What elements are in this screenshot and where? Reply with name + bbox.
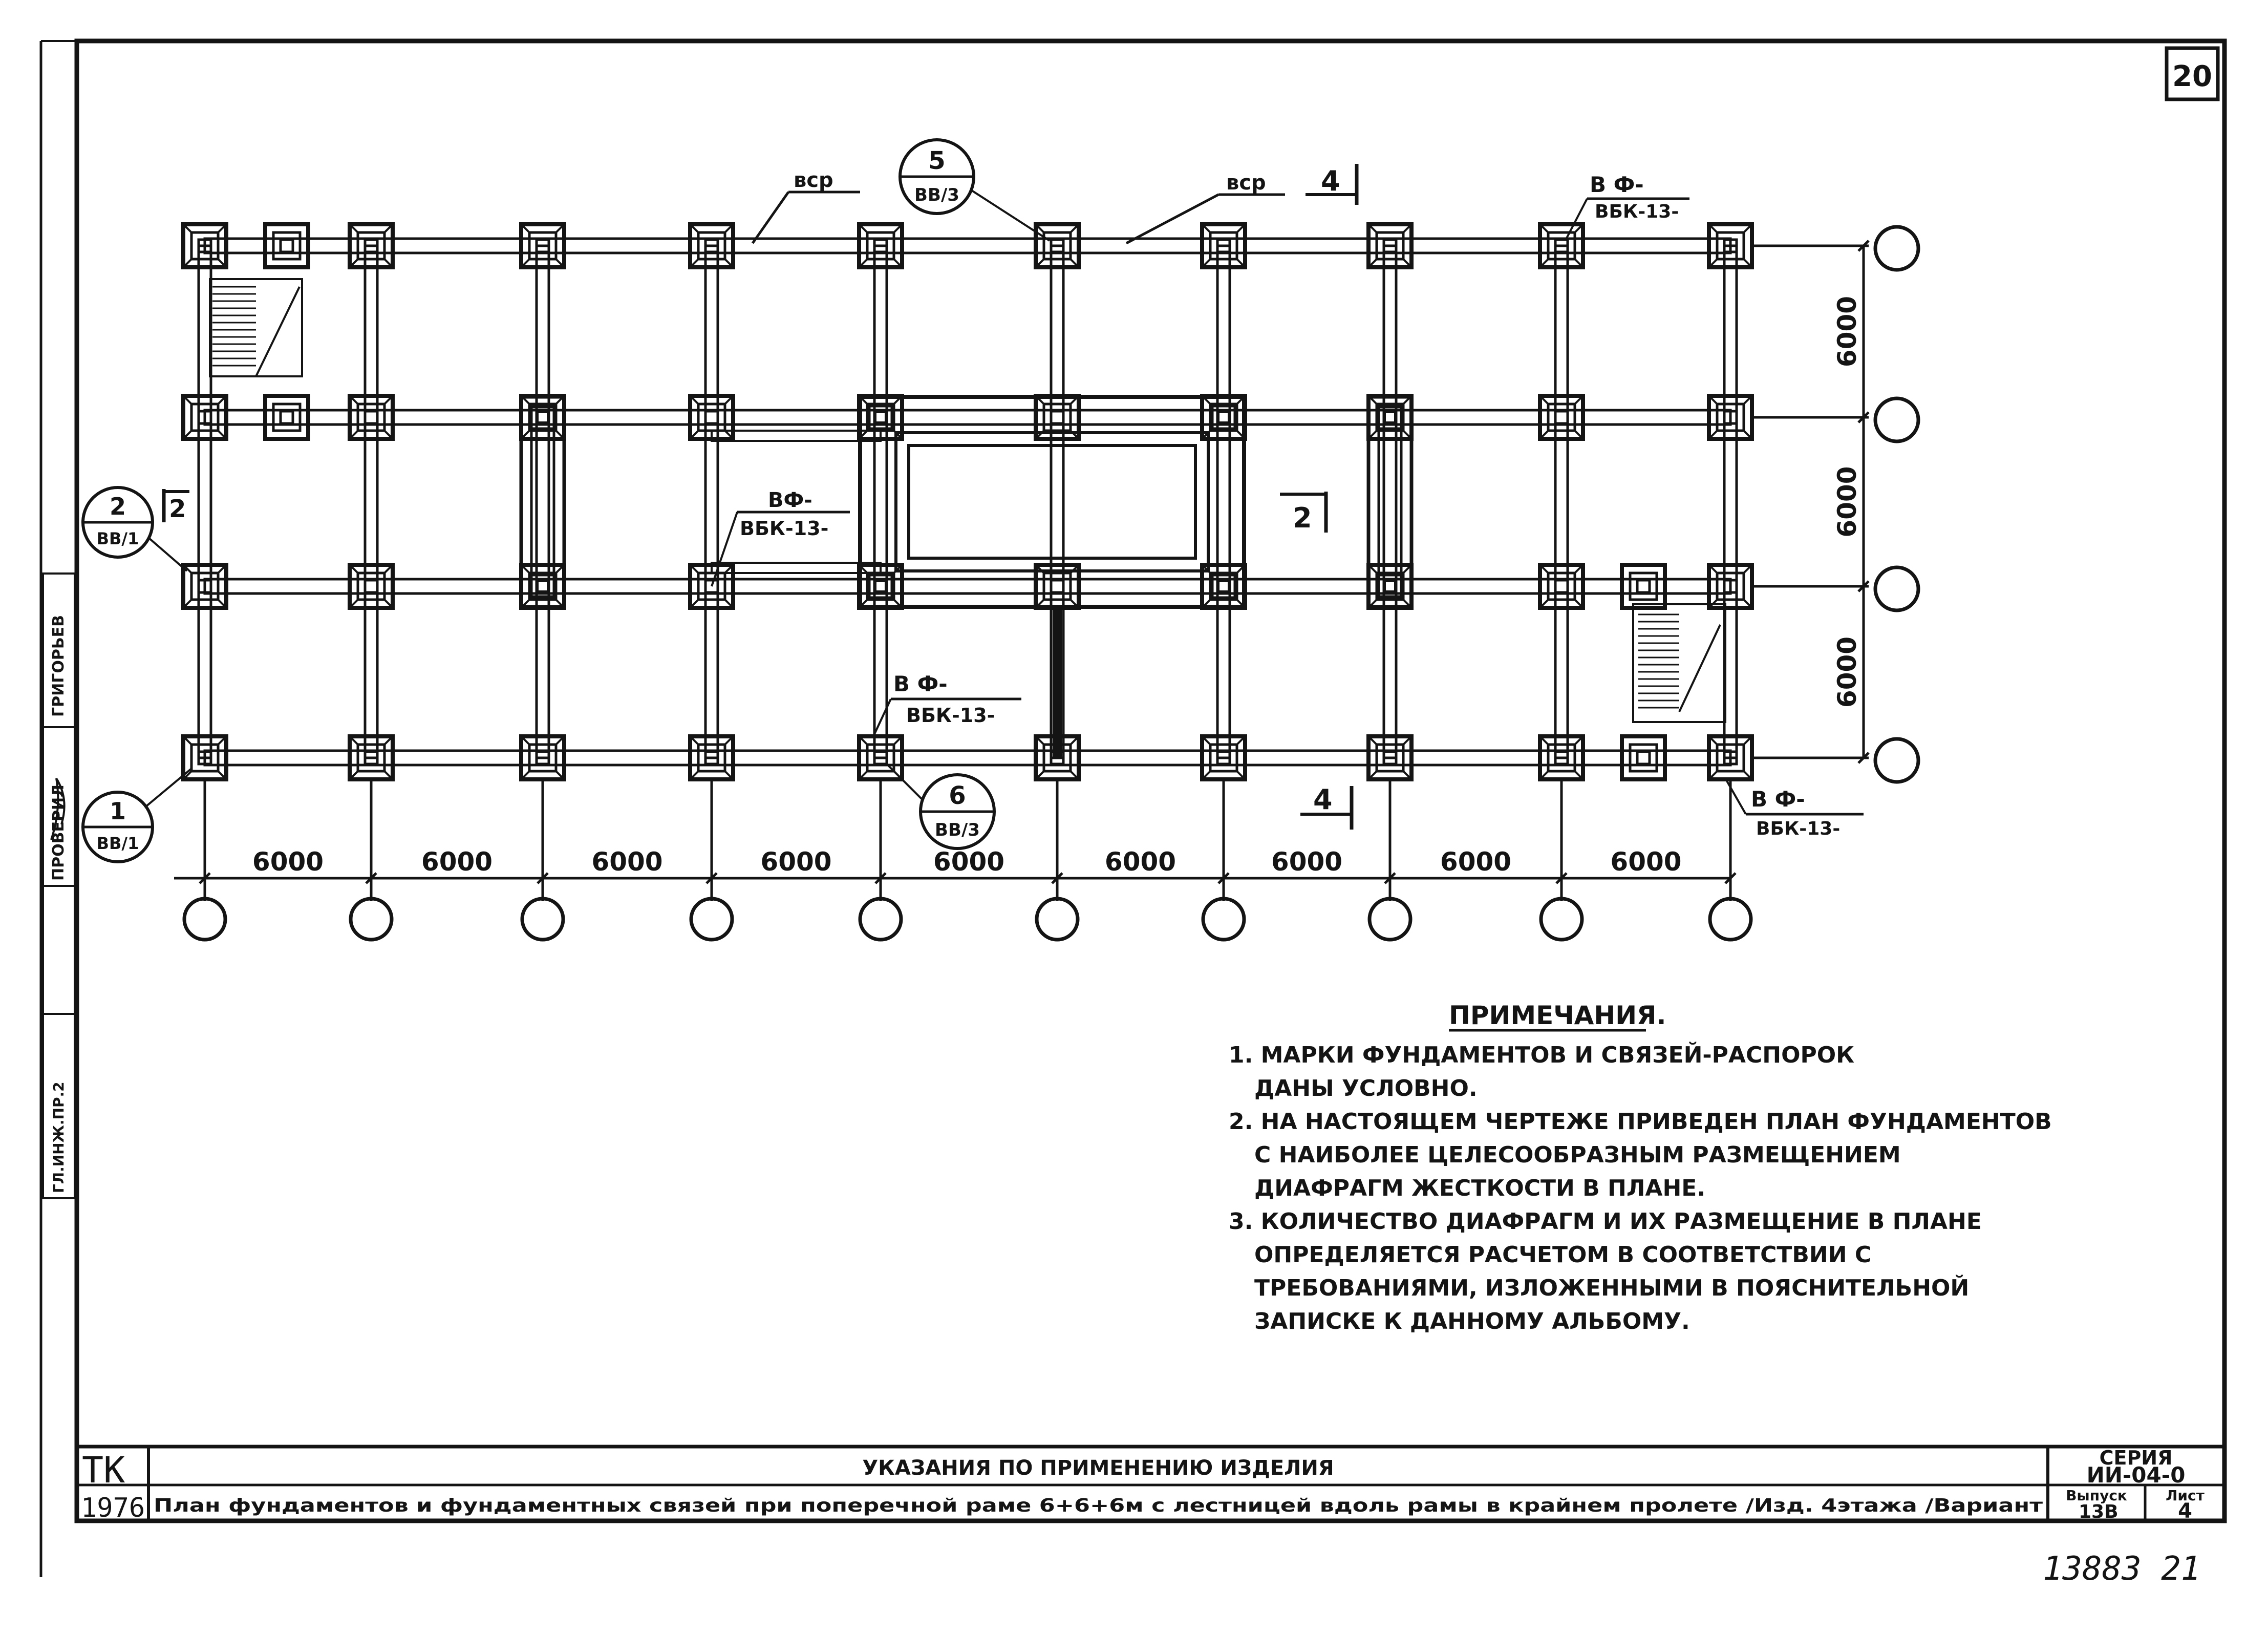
diaphragm-wall-inner-2 (1379, 407, 1401, 597)
foundation-pad (1622, 565, 1665, 608)
callout-6-ref: ВВ/3 (935, 820, 980, 840)
section-mark-mid: 2 (1293, 502, 1312, 534)
callout-1-number: 1 (109, 797, 126, 825)
dim-horizontal-value: 6000 (760, 847, 832, 877)
notes-lines (1229, 1041, 2052, 1334)
axis-marker-row (1875, 398, 1918, 441)
pad-middle (1044, 573, 1071, 600)
dim-horizontal-value: 6000 (1610, 847, 1682, 877)
foundation-pad (350, 565, 393, 608)
title-series-value: ИИ-04-0 (2086, 1462, 2186, 1488)
pad-middle (1044, 404, 1071, 431)
axis-marker-col (522, 899, 563, 940)
axis-marker-col (860, 899, 901, 940)
double-beam-1 (712, 431, 881, 441)
pad-middle (698, 404, 725, 431)
foundation-beams (199, 239, 1737, 765)
foundation-pad (1540, 396, 1583, 439)
pad-middle (273, 232, 300, 259)
wall-end-pad-inner (1385, 581, 1395, 591)
note-line: С НАИБОЛЕЕ ЦЕЛЕСООБРАЗНЫМ РАЗМЕЩЕНИЕМ (1254, 1142, 1901, 1168)
beam-row-1 (205, 239, 1730, 253)
pad-inner (1555, 580, 1568, 592)
label-vbk-top-right: ВБК-13- (1595, 201, 1679, 222)
pad-middle (1630, 573, 1657, 600)
beam-row-2 (205, 410, 1730, 425)
axis-marker-col (1037, 899, 1078, 940)
dim-vertical-value: 6000 (1832, 636, 1862, 708)
pad-middle (867, 404, 894, 431)
double-beam-2 (712, 563, 881, 573)
pad-middle (358, 573, 384, 600)
margin-label-checked: ПРОВЕРИЛ (50, 784, 68, 881)
foundation-pad (265, 224, 308, 267)
section-mark-left: 2 (169, 495, 186, 523)
wall-end-pad-inner (875, 412, 886, 422)
axis-marker-col (351, 899, 392, 940)
callout-1-ref: ВВ/1 (96, 834, 139, 853)
diaphragms-and-stairs (210, 279, 1725, 758)
axis-marker-col (1203, 899, 1244, 940)
wall-end-pad-inner (1218, 581, 1229, 591)
pad-middle (1630, 745, 1657, 771)
sheet-number-box (2167, 48, 2218, 99)
callout-5-ref: ВВ/3 (914, 185, 959, 205)
title-year: 1976 (81, 1493, 145, 1523)
dim-horizontal-value: 6000 (933, 847, 1005, 877)
foundation-pad (1202, 396, 1245, 439)
title-issue-label: Выпуск (2066, 1487, 2127, 1504)
label-vf-top-right: В Ф- (1590, 172, 1644, 197)
note-line: ТРЕБОВАНИЯМИ, ИЗЛОЖЕННЫМИ В ПОЯСНИТЕЛЬНОЙ (1254, 1275, 1970, 1301)
label-vsr-left: вср (794, 168, 833, 192)
label-vf-lower: В Ф- (893, 671, 948, 696)
beam-col-4 (705, 246, 718, 758)
beam-row-4 (205, 751, 1730, 765)
axis-marker-col (691, 899, 732, 940)
title-sheet-label: Лист (2166, 1487, 2205, 1504)
callout-6 (888, 766, 994, 848)
foundation-pads (183, 224, 1752, 779)
stamp-bottom-right: 13883 21 (2043, 1550, 2201, 1588)
beam-col-7 (1217, 246, 1230, 758)
wall-end-pad-inner (538, 581, 548, 591)
dim-vertical-value: 6000 (1832, 466, 1862, 538)
stair-flight-line (1679, 625, 1720, 712)
title-tk: ТК (82, 1449, 125, 1491)
foundation-pad (265, 396, 308, 439)
pad-outer (265, 224, 308, 267)
plan-labels (164, 164, 1864, 839)
foundation-pad (521, 565, 564, 608)
axis-marker-col (184, 899, 225, 940)
label-vsr-mid: вср (1226, 171, 1266, 195)
pad-inner (1051, 411, 1063, 423)
title-description: План фундаментов и фундаментных связей при поперечной раме 6+6+6м с лестницей вдоль рамы в крайнем пролете /Изд. 4этажа /Вариант (154, 1495, 2043, 1516)
label-vf-center: ВФ- (768, 489, 812, 512)
pad-inner (365, 411, 377, 423)
pad-outer (265, 396, 308, 439)
pad-inner (1051, 580, 1063, 592)
pad-outer (1622, 736, 1665, 779)
section-mark-bottom: 4 (1313, 783, 1333, 816)
callout-5 (900, 140, 1050, 241)
foundation-pad (1540, 565, 1583, 608)
wall-end-pad-inner (875, 581, 886, 591)
dim-horizontal-value: 6000 (591, 847, 663, 877)
foundation-pad (1202, 565, 1245, 608)
note-line: 2. НА НАСТОЯЩЕМ ЧЕРТЕЖЕ ПРИВЕДЕН ПЛАН ФУНДАМЕНТОВ (1229, 1109, 2052, 1135)
foundation-pad (521, 396, 564, 439)
wall-end-pad-inner (1385, 412, 1395, 422)
callout-6-number: 6 (949, 781, 966, 810)
callout-2-number: 2 (109, 493, 126, 520)
margin-label-name: ГРИГОРЬЕВ (50, 614, 68, 717)
note-line: ДАНЫ УСЛОВНО. (1254, 1075, 1478, 1101)
notes-title: ПРИМЕЧАНИЯ. (1449, 1001, 1666, 1030)
note-line: ДИАФРАГМ ЖЕСТКОСТИ В ПЛАНЕ. (1254, 1175, 1706, 1201)
foundation-pad (350, 396, 393, 439)
beam-col-9 (1555, 246, 1568, 758)
left-margin-stamp (43, 574, 75, 1198)
stair-bottom-right (1633, 604, 1725, 722)
pad-outer (1622, 565, 1665, 608)
title-series-label: СЕРИЯ (2099, 1447, 2173, 1469)
axis-marker-row (1875, 227, 1918, 270)
note-line: ОПРЕДЕЛЯЕТСЯ РАСЧЕТОМ В СООТВЕТСТВИИ С (1254, 1242, 1872, 1268)
axis-marker-col (1710, 899, 1751, 940)
axis-marker-row (1875, 739, 1918, 782)
wall-end-pad-inner (1218, 412, 1229, 422)
margin-label-chief: ГЛ.ИНЖ.ПР.2 (50, 1081, 67, 1193)
beam-col-8 (1384, 246, 1396, 758)
pad-inner (281, 240, 293, 252)
pad-inner (1555, 411, 1568, 423)
pad-inner (365, 580, 377, 592)
beam-col-3 (537, 246, 549, 758)
dim-vertical-value: 6000 (1832, 295, 1862, 368)
axis-marker-row (1875, 567, 1918, 610)
dim-horizontal-value: 6000 (252, 847, 324, 877)
pad-middle (1548, 573, 1575, 600)
pad-middle (867, 573, 894, 600)
title-block (77, 1447, 2224, 1523)
dim-horizontal-value: 6000 (1104, 847, 1176, 877)
callout-1 (83, 768, 192, 862)
foundation-pad (1622, 736, 1665, 779)
pad-middle (1210, 404, 1237, 431)
title-issue-value: 13В (2079, 1501, 2119, 1522)
dimension-lines (174, 241, 1869, 883)
pad-inner (281, 411, 293, 423)
foundation-pad (1368, 565, 1411, 608)
title-sheet-value: 4 (2178, 1499, 2192, 1523)
axis-marker-col (1370, 899, 1410, 940)
sheet-number: 20 (2172, 60, 2212, 93)
label-vbk-lower: ВБК-13- (906, 704, 995, 727)
pad-middle (1210, 573, 1237, 600)
dim-horizontal-value: 6000 (1271, 847, 1343, 877)
beam-col-5 (874, 246, 887, 758)
wall-end-pad-inner (538, 412, 548, 422)
stair-flight-line (256, 287, 299, 376)
title-header: УКАЗАНИЯ ПО ПРИМЕНЕНИЮ ИЗДЕЛИЯ (862, 1456, 1334, 1480)
callout-5-number: 5 (928, 146, 946, 175)
beam-col-2 (365, 246, 377, 758)
pad-inner (1637, 752, 1650, 764)
callout-2-ref: ВВ/1 (96, 529, 139, 548)
dim-horizontal-value: 6000 (1440, 847, 1512, 877)
pad-middle (358, 404, 384, 431)
stair-top-left (210, 279, 302, 376)
notes-block (1229, 1001, 2052, 1334)
dim-horizontal-value: 6000 (421, 847, 493, 877)
pad-middle (1548, 404, 1575, 431)
note-line: 1. МАРКИ ФУНДАМЕНТОВ И СВЯЗЕЙ-РАСПОРОК (1229, 1042, 1855, 1068)
label-vbk-bottom-right: ВБК-13- (1756, 818, 1841, 839)
beam-row-3 (205, 579, 1730, 593)
label-vf-bottom-right: В Ф- (1751, 787, 1805, 812)
foundation-pad (1368, 396, 1411, 439)
axis-marker-col (1541, 899, 1582, 940)
pad-middle (273, 404, 300, 431)
label-vbk-center: ВБК-13- (740, 517, 829, 540)
section-mark-top: 4 (1321, 165, 1340, 197)
note-line: ЗАПИСКЕ К ДАННОМУ АЛЬБОМУ. (1254, 1308, 1690, 1334)
pad-inner (705, 411, 718, 423)
note-line: 3. КОЛИЧЕСТВО ДИАФРАГМ И ИХ РАЗМЕЩЕНИЕ В ПЛАНЕ (1229, 1208, 1982, 1235)
pad-inner (1637, 580, 1650, 592)
diaphragm-wall-inner-1 (531, 407, 554, 597)
